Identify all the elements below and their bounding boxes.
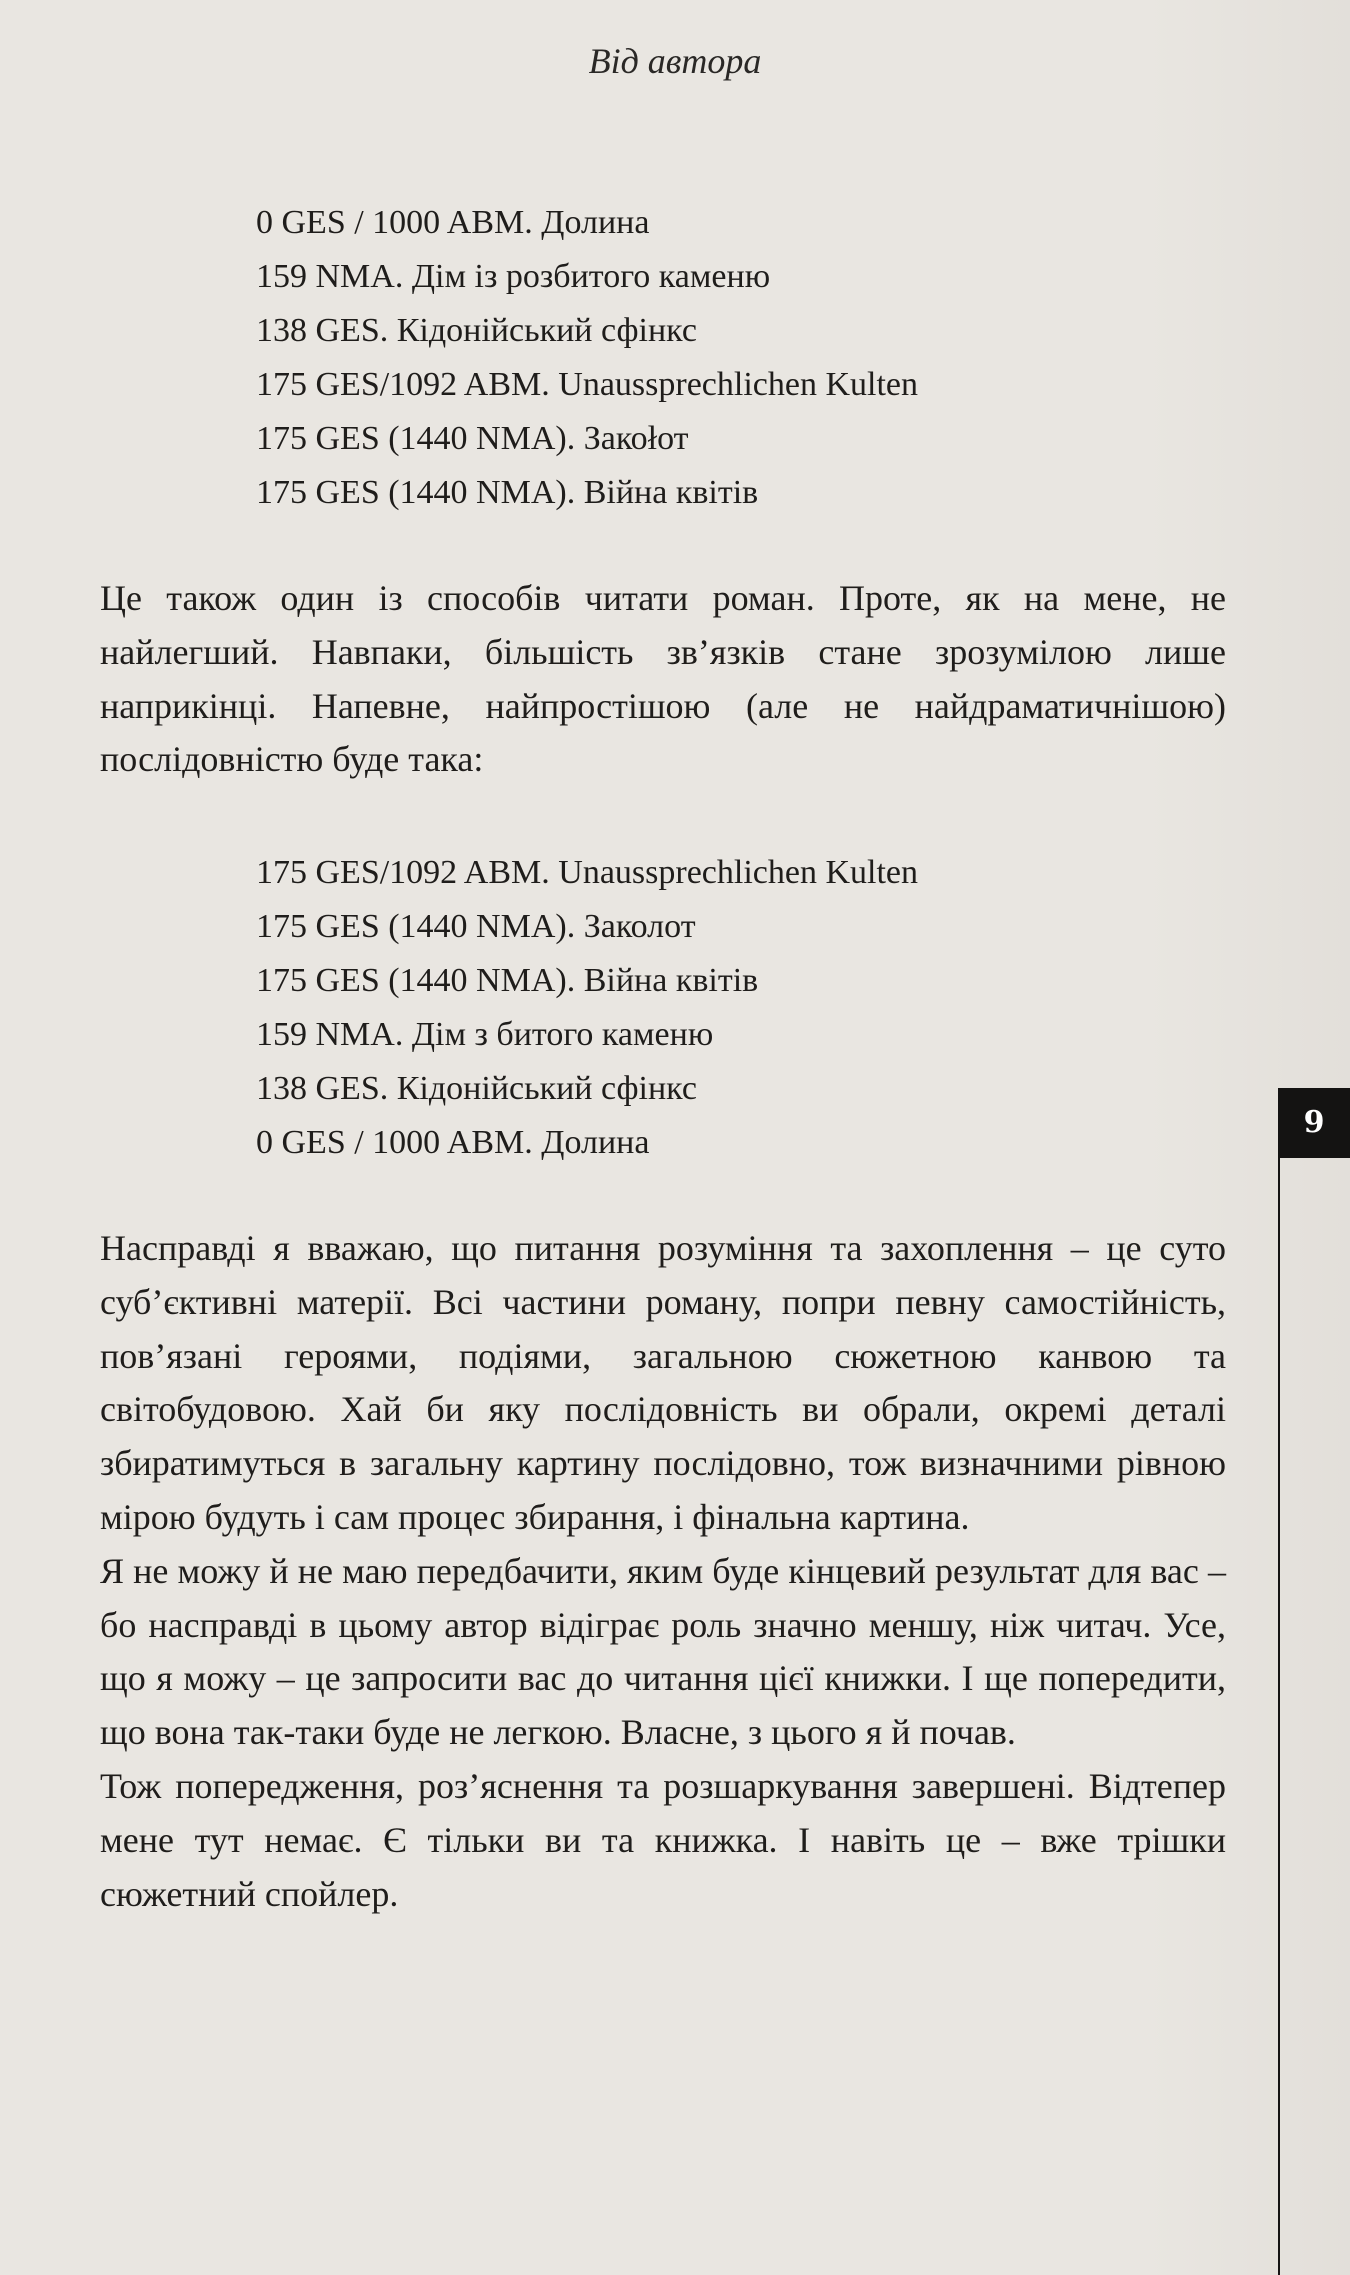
text-block-2 (100, 1222, 1226, 1921)
list-item: 138 GES. Кідонійський сфінкс (256, 1070, 697, 1107)
text-block-1 (100, 572, 1226, 787)
list-item: 138 GES. Кідонійський сфінкс (256, 312, 697, 349)
list-item: 175 GES/1092 ABM. Unaussprechlichen Kulten (256, 854, 918, 891)
thumb-tab-rule (1278, 1093, 1280, 2275)
paragraph: Насправді я вважаю, що питання розуміння та захоплення – це суто суб’єктивні матерії. Всі частини роману, попри певну самостійність, пов’язані героями, подіями, загальною сюжетною канвою та світобудовою. Хай би яку послідовність ви обрали, окремі деталі збиратимуться в загальну картину послідовно, тож визначними рівною мірою будуть і сам процес збирання, і фінальна картина. (100, 1228, 1226, 1537)
paragraph: Тож попередження, роз’яснення та розшаркування завершені. Відтепер мене тут немає. Є тільки ви та книжка. І навіть це – вже трішки сюжетний спойлер. (100, 1765, 1226, 1914)
list-item: 159 NMA. Дім із розбитого каменю (256, 258, 771, 295)
list-item: 175 GES (1440 NMA). Закоłот (256, 420, 689, 457)
list-item: 0 GES / 1000 ABM. Долина (256, 1124, 650, 1161)
chronological-order-list (256, 196, 918, 520)
paragraph: Я не можу й не маю передбачити, яким буде кінцевий результат для вас – бо насправді в цьому автор відіграє роль значно меншу, ніж читач. Усе, що я можу – це запросити вас до читання цієї книжки. І ще попередити, що вона так-таки буде не легкою. Власне, з цього я й почав. (100, 1550, 1226, 1753)
simplest-order-list (256, 846, 918, 1170)
list-item: 175 GES (1440 NMA). Війна квітів (256, 474, 759, 511)
running-header: Від автора (588, 41, 762, 81)
list-item: 175 GES (1440 NMA). Війна квітів (256, 962, 759, 999)
page-number-tab: 9 (1278, 1088, 1350, 1158)
list-item: 159 NMA. Дім з битого каменю (256, 1016, 714, 1053)
paragraph: Це також один із способів читати роман. Проте, як на мене, не найлегший. Навпаки, більшість зв’язків стане зрозумілою лише наприкінці. Напевне, найпростішою (але не найдраматичнішою) послідовністю буде така: (100, 578, 1226, 780)
list-item: 0 GES / 1000 ABM. Долина (256, 204, 650, 241)
list-item: 175 GES (1440 NMA). Заколот (256, 908, 696, 945)
list-item: 175 GES/1092 ABM. Unaussprechlichen Kulten (256, 366, 918, 403)
